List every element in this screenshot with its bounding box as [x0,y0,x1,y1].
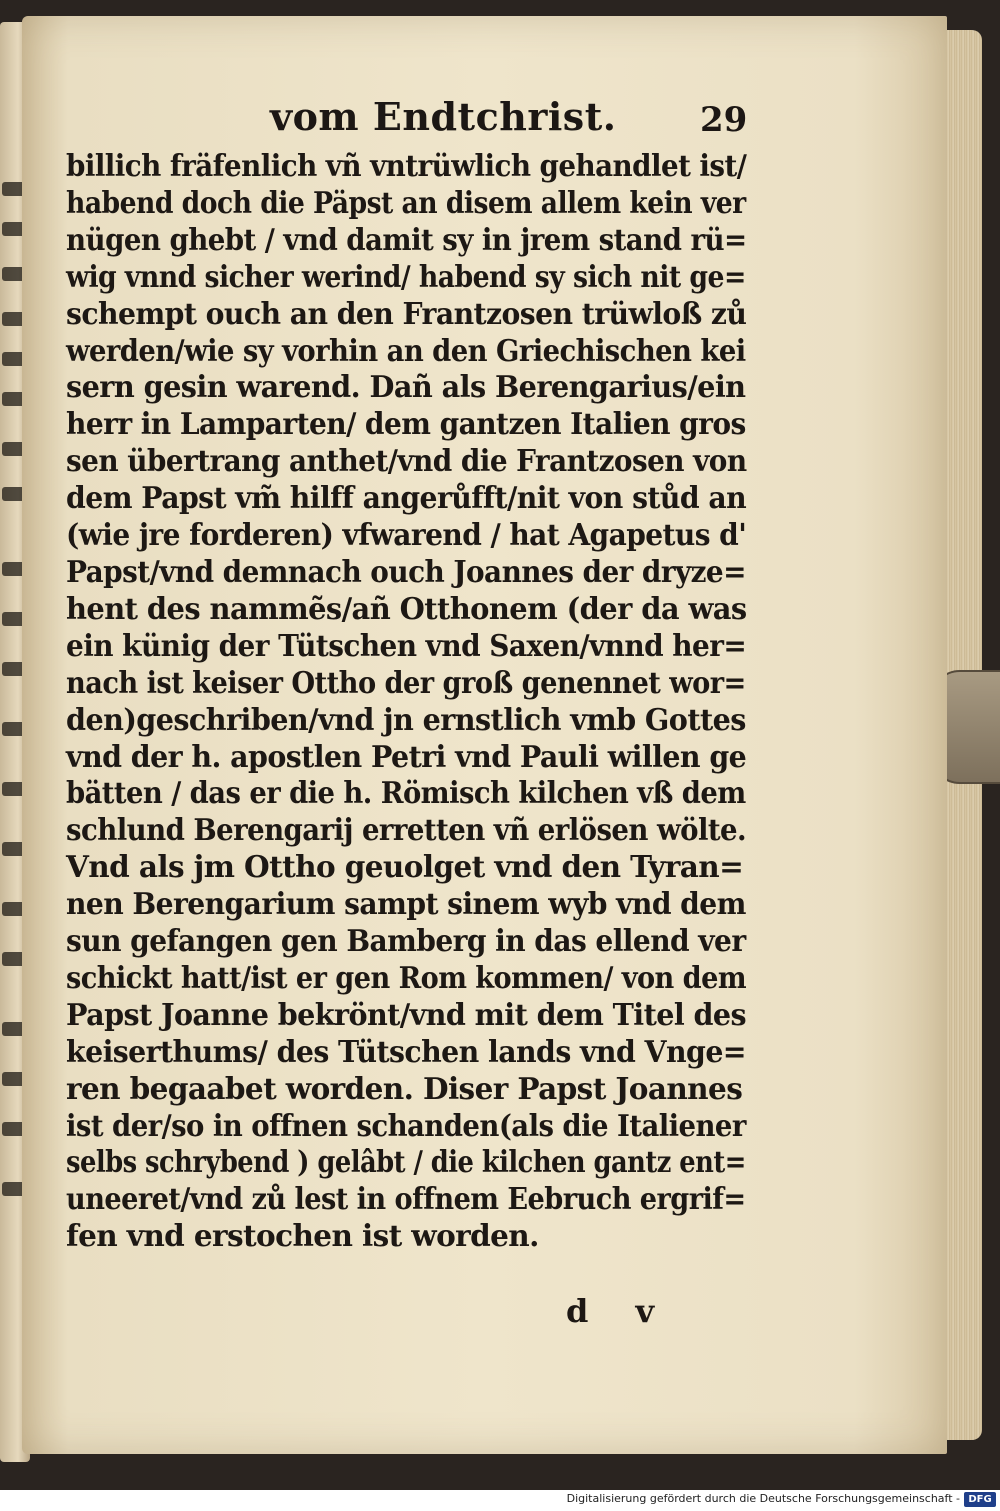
text-line: ist der/so in offnen schanden(als die Italiener [66,1107,746,1143]
text-line: wig vnnd sicher werind/ habend sy sich nit ge= [66,258,746,294]
text-line: werden/wie sy vorhin an den Griechischen kei [66,332,746,368]
text-line: Papst Joanne bekrönt/vnd mit dem Titel des [66,996,746,1032]
text-line: nügen ghebt / vnd damit sy in jrem stand rü= [66,221,747,257]
text-line: uneeret/vnd zů lest in offnem Eebruch ergrif= [66,1181,746,1217]
text-line: Vnd als jm Ottho geuolget vnd den Tyran= [66,849,744,885]
signature-mark: d v [566,1292,673,1330]
body-text [66,148,746,1255]
text-line: nach ist keiser Ottho der groß genennet wor= [66,664,746,700]
text-line: keiserthums/ des Tütschen lands vnd Vnge= [66,1033,747,1069]
text-line: vnd der h. apostlen Petri vnd Pauli willen ge [66,738,747,774]
text-line: selbs schrybend ) gelâbt / die kilchen gantz ent= [66,1144,746,1180]
text-line: sun gefangen gen Bamberg in das ellend ver [66,923,746,959]
digitization-credit: Digitalisierung gefördert durch die Deutsche Forschungsgemeinschaft - [566,1492,960,1505]
text-line: ein künig der Tütschen vnd Saxen/vnnd her= [66,627,747,663]
page-number: 29 [700,100,748,140]
text-line: herr in Lamparten/ dem gantzen Italien gros [66,406,746,442]
text-line: dem Papst vm̃ hilff angerůfft/nit von stůd an [66,480,747,516]
text-line: sern gesin warend. Dañ als Berengarius/ein [66,369,746,405]
text-line: bätten / das er die h. Römisch kilchen vß dem [66,775,746,811]
text-line: habend doch die Päpst an disem allem kein ver [66,184,746,220]
dfg-logo: DFG [964,1492,996,1507]
text-line: schickt hatt/ist er gen Rom kommen/ von dem [66,959,747,995]
text-line: hent des nammẽs/añ Otthonem (der da was [66,590,747,626]
text-line: ren begaabet worden. Diser Papst Joannes [66,1070,743,1106]
text-line: billich fräfenlich vñ vntrüwlich gehandlet ist/ [66,148,747,183]
running-title: vom Endtchrist. [270,94,617,139]
text-line: schlund Berengarij erretten vñ erlösen wölte. [66,812,747,848]
text-line: den)geschriben/vnd jn ernstlich vmb Gottes [66,701,746,737]
text-line: nen Berengarium sampt sinem wyb vnd dem [66,886,746,922]
text-line: schempt ouch an den Frantzosen trüwloß zů [66,295,747,331]
text-line: (wie jre forderen) vfwarend / hat Agapetus d' [66,517,747,553]
text-line: sen übertrang anthet/vnd die Frantzosen von [66,443,747,479]
text-line: fen vnd erstochen ist worden. [66,1218,539,1254]
footer-bar [0,1490,1000,1511]
text-line: Papst/vnd demnach ouch Joannes der dryze= [66,553,746,589]
